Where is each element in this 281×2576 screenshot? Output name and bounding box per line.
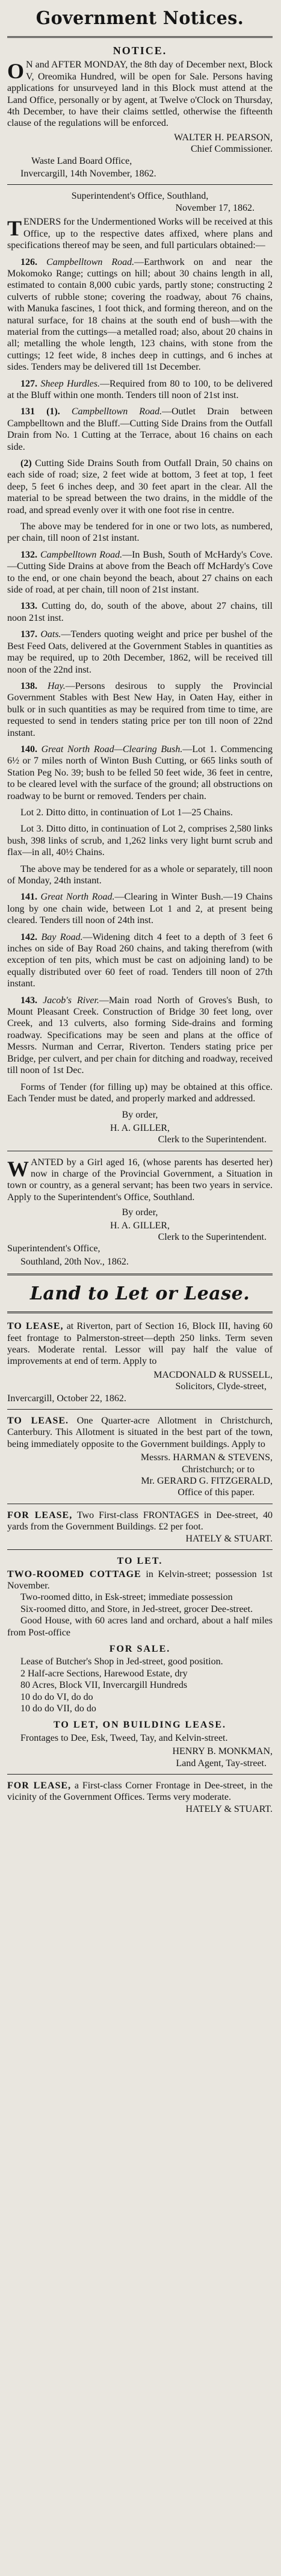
wanted-date: Southland, 20th Nov., 1862. [20,1256,129,1267]
item-road: Oats. [40,629,61,640]
item-text: Lot 2. Ditto ditto, in continuation of Lot 1—25 Chains. [20,807,233,818]
item-number: 132. [20,549,37,560]
section-title-government-notices: Government Notices. [36,8,244,29]
item-text: —Earthwork on and near the Mokomoko Range; cuttings on hill; about 30 chains length in all, estimated to contain 8,000 cubic yards, partly stone; constructing 2 culverts of rubble stone; covering the roadway, about 76 chains, with Manuka fascines, 1 foot thick, and forming thereon, and on the natural surface, for 18 chains at the south end of bush—with the material from the cuttings—a metalled road; also, about 20 chains in all; metalling the whole length, 123 chains, with stone from the cuttings; 12 feet wide, 8 inches deep in cuttings, and 6 inches at sides. Tenders may be delivered till 1st December. [7,257,273,373]
dropcap-t: T [7,216,22,241]
item-number: 138. [20,680,37,691]
item-text: —Widening ditch 4 feet to a depth of 3 feet 6 inches on side of Bay Road 260 chains, and taking therefrom (with exception of ten pits, which must be cast on adjoining land) to be equally distributed over 60 feet of road. Tenders till noon of 27th instant. [7,932,273,989]
wanted-by-order: By order, [122,1207,158,1218]
ad-lease-frontages [7,1510,273,1545]
ad-body: in Kelvin-street; possession 1st November. [7,1569,273,1591]
ad-lease-riverton [7,1321,273,1404]
tender-item [7,823,273,858]
notice-office: Waste Land Board Office, [31,155,132,166]
wanted-body: ANTED by a Girl aged 16, (whose parents has deserted her) now in charge of the Provincial Government, a Situation in town or country, as a general servant; has been two years in service. Apply to the Superintendent's Office, Southland. [7,1157,273,1202]
item-number: 127. [20,378,37,389]
dropcap-w: W [7,1156,29,1181]
tender-item [7,807,273,818]
ad-line: Good House, with 60 acres land and orchard, about a half miles from Post-office [7,1616,273,1638]
item-text: —Outlet Drain between Campbelltown and the Bluff.—Cutting Side Drains from the Outfall Drain from No. 1 Cutting at the Terrace, about 16 chains on each side. [7,406,273,452]
tender-item [7,406,273,453]
item-text: —Required from 80 to 100, to be delivered at the Bluff within one month. Tenders till noon of 21st inst. [7,378,273,400]
item-road: Great North Road—Clearing Bush. [41,744,183,754]
ad-line: Six-roomed ditto, and Store, in Jed-street, grocer Dee-street. [20,1604,253,1614]
ad-body: One Quarter-acre Allotment in Christchurch, Canterbury. This Allotment is situated in the best part of the town, being immediately opposite to the Government buildings. Apply to [7,1416,273,1449]
item-number: 143. [20,995,37,1006]
divider [7,1774,273,1775]
ad-signature-4: Office of this paper. [178,1487,255,1498]
item-text: —Clearing in Winter Bush.—19 Chains long by one chain wide, between Lot 1 and 2, at present being cleared. Tenders till noon of 24th inst. [7,892,273,926]
ad-signature: MACDONALD & RUSSELL, [153,1369,273,1380]
ad-lead: TWO-ROOMED COTTAGE [7,1569,141,1579]
ad-lead: FOR LEASE, [7,1781,72,1791]
tender-item [7,1081,273,1105]
item-text: The above may be tendered for in one or two lots, as numbered, per chain, till noon of 21st instant. [7,521,273,544]
item-text: —Tenders quoting weight and price per bushel of the Best Feed Oats, delivered at the Government Stables in quantities as may be required, up to 20th December, 1862, will be received till noon of the 22nd inst. [7,629,273,675]
notice-block [7,45,273,179]
item-number: 126. [20,257,37,267]
ad-sale-line: 80 Acres, Block VII, Invercargill Hundreds [20,1680,188,1691]
item-text: —In Bush, South of McHardy's Cove.—Cutting Side Drains at above from the Beach off McHardy's Cove to the end, or one chain beyond the beach, about 27 chains on each side of road, at per chain, till noon of 21st instant. [7,549,273,596]
wanted-office: Superintendent's Office, [7,1243,100,1254]
ad-building-line: Frontages to Dee, Esk, Tweed, Tay, and Kelvin-street. [20,1732,228,1743]
ad-signature-2: Christchurch; or to [182,1464,255,1475]
tender-items [7,257,273,1105]
item-number: (2) [20,458,32,468]
wanted-signer: H. A. GILLER, [110,1220,170,1231]
item-road: Sheep Hurdles. [40,378,100,389]
item-road: Great North Road. [40,892,115,903]
ad-sale-line: 2 Half-acre Sections, Harewood Estate, dry [20,1668,188,1679]
divider [7,1549,273,1550]
item-number: 142. [20,932,37,942]
ad-body: at Riverton, part of Section 16, Block III, having 60 feet frontage to Palmerston-street—depth 250 links. Term seven years. Moderate rental. Lessor will pay half the value of improvements at end of term. Apply to [7,1321,273,1367]
notice-body: N and AFTER MONDAY, the 8th day of December next, Block V, Oreomika Hundred, will be open for Sale. Persons having applications for unsurveyed land in this Block must attend at the Land Office, personally or by agent, at Twelve o'Clock on Thursday, 4th December, to have their claims settled, otherwise the fifteenth clause of the regulations will be enforced. [7,60,273,129]
item-text: Forms of Tender (for filling up) may be obtained at this office. Each Tender must be dated, and properly marked and addressed. [7,1081,273,1104]
ad-lease-corner [7,1780,273,1815]
ad-signature-2: Land Agent, Tay-street. [176,1758,267,1769]
tender-item [7,521,273,544]
item-number: 131 (1). [20,406,60,417]
tenders-intro [7,216,273,251]
ad-sale-line: 10 do do VII, do do [20,1703,96,1714]
ad-body: Two First-class FRONTAGES in Dee-street, 40 yards from the Government Buildings. £2 per foot. [7,1510,273,1532]
item-road: Jacob's River. [43,995,99,1006]
ad-lead: TO LEASE, [7,1321,64,1332]
ad-heading-to-let: TO LET. [117,1556,163,1567]
notice-date: Invercargill, 14th November, 1862. [20,169,156,179]
wanted-paragraph [7,1157,273,1204]
tenders-by-order: By order, [122,1110,158,1121]
item-road: Campbelltown Road. [71,406,162,417]
item-road: Hay. [47,680,66,691]
ad-date: Invercargill, October 22, 1862. [7,1393,126,1404]
ad-signature-2: Solicitors, Clyde-street, [175,1381,267,1392]
tenders-signer-title: Clerk to the Superintendent. [158,1134,267,1145]
item-text: —Main road North of Groves's Bush, to Mount Pleasant Creek. Construction of Bridge 30 feet long, over Creek, and 13 culverts, also forming Side-drains and forming roadway. Specifications may be seen and plans at the office of Messrs. Nurman and Cerrar, Riverton. Tenders stating price per Bridge, per culvert, and per chain for ditching and roadway, received till noon of 1st Dec. [7,995,273,1076]
tender-item [7,680,273,739]
item-number: 141. [20,892,37,903]
wanted-block [7,1157,273,1268]
item-number: 133. [20,601,37,612]
supt-date: November 17, 1862. [175,202,255,213]
tender-item [7,995,273,1077]
tender-item [7,600,273,624]
dropcap-o: O [7,59,25,84]
ad-signature-3: Mr. GERARD G. FITZGERALD, [141,1476,273,1487]
item-road: Campbelltown Road. [46,257,135,267]
ad-signature: HATELY & STUART. [185,1803,273,1814]
ad-lead: FOR LEASE, [7,1510,73,1520]
ad-signature: Messrs. HARMAN & STEVENS, [140,1452,273,1463]
item-text: —Persons desirous to supply the Provincial Government Stables with Best New Hay, in Oaten Hay, either in bulk or in such quantities as may be required from time to time, are requested to send in tenders stating price per ton till noon of 22nd instant. [7,680,273,738]
notice-paragraph [7,59,273,129]
item-number: 137. [20,629,37,640]
tenders-signer: H. A. GILLER, [110,1122,170,1133]
ad-signature: HENRY B. MONKMAN, [172,1746,273,1757]
ad-line: Two-roomed ditto, in Esk-street; immediate possession [20,1592,233,1603]
ad-lease-christchurch [7,1415,273,1499]
ad-signature: HATELY & STUART. [185,1533,273,1544]
tender-item [7,458,273,516]
item-number: 140. [20,744,37,754]
notice-heading: NOTICE. [113,45,167,57]
tender-item [7,863,273,887]
divider [7,184,273,185]
section-title-land-to-let: Land to Let or Lease. [29,1283,250,1305]
notice-signature-name: WALTER H. PEARSON, [174,132,273,143]
item-text: Lot 3. Ditto ditto, in continuation of Lot 2, comprises 2,580 links bush, 398 links of scrub, and 1,262 links very light burnt scrub and flax—in all, 40½ Chains. [7,824,273,858]
tenders-intro-text: ENDERS for the Undermentioned Works will be received at this Office, up to the respective dates affixed, where plans and specifications thereof may be seen, and full particulars obtained:— [7,217,273,251]
divider [7,36,273,38]
ad-sale-line: Lease of Butcher's Shop in Jed-street, good position. [20,1657,223,1667]
tender-item [7,932,273,990]
notice-signature-title: Chief Commissioner. [191,144,273,155]
tender-item [7,257,273,373]
item-text: The above may be tendered for as a whole or separately, till noon of Monday, 24th instant. [7,863,273,886]
item-road: Bay Road. [41,932,83,942]
ad-heading-for-sale: FOR SALE. [109,1643,171,1654]
divider [7,1409,273,1410]
tender-item [7,891,273,926]
ad-monkman [7,1555,273,1769]
item-text: —Lot 1. Commencing 6½ or 7 miles north of Winton Bush Cutting, or 665 links south of Station Peg No. 39; bush to be felled 50 feet wide, 36 feet in centre, to be cleared level with the surface of the ground; all obstructions on roadway to be burnt or removed. Tenders per chain. [7,744,273,801]
tender-item [7,549,273,596]
tender-item [7,378,273,402]
ad-heading-building-lease: TO LET, ON BUILDING LEASE. [53,1720,227,1731]
supt-office: Superintendent's Office, Southland, [71,191,209,202]
divider [7,1311,273,1313]
item-road: Campbelltown Road. [40,549,123,560]
item-text: Cutting Side Drains South from Outfall Drain, 50 chains on each side of road; size, 2 feet wide at bottom, 3 feet at top, 1 feet deep, 5 feet 6 inches deep, and 30 feet apart in the clear. All the material to be spread between the two drains, in the middle of the road, and spread evenly over it with one foot rise in centre. [7,458,273,515]
wanted-signer-title: Clerk to the Superintendent. [158,1231,267,1242]
tenders-block [7,190,273,1145]
item-text: Cutting do, do, south of the above, about 27 chains, till noon 21st inst. [7,601,273,623]
ad-body: a First-class Corner Frontage in Dee-street, in the vicinity of the Government Offices. Terms very moderate. [7,1781,273,1803]
divider [7,1274,273,1275]
ad-lead: TO LEASE. [7,1416,69,1426]
ad-sale-line: 10 do do VI, do do [20,1691,93,1702]
tender-item [7,629,273,676]
tender-item [7,744,273,802]
